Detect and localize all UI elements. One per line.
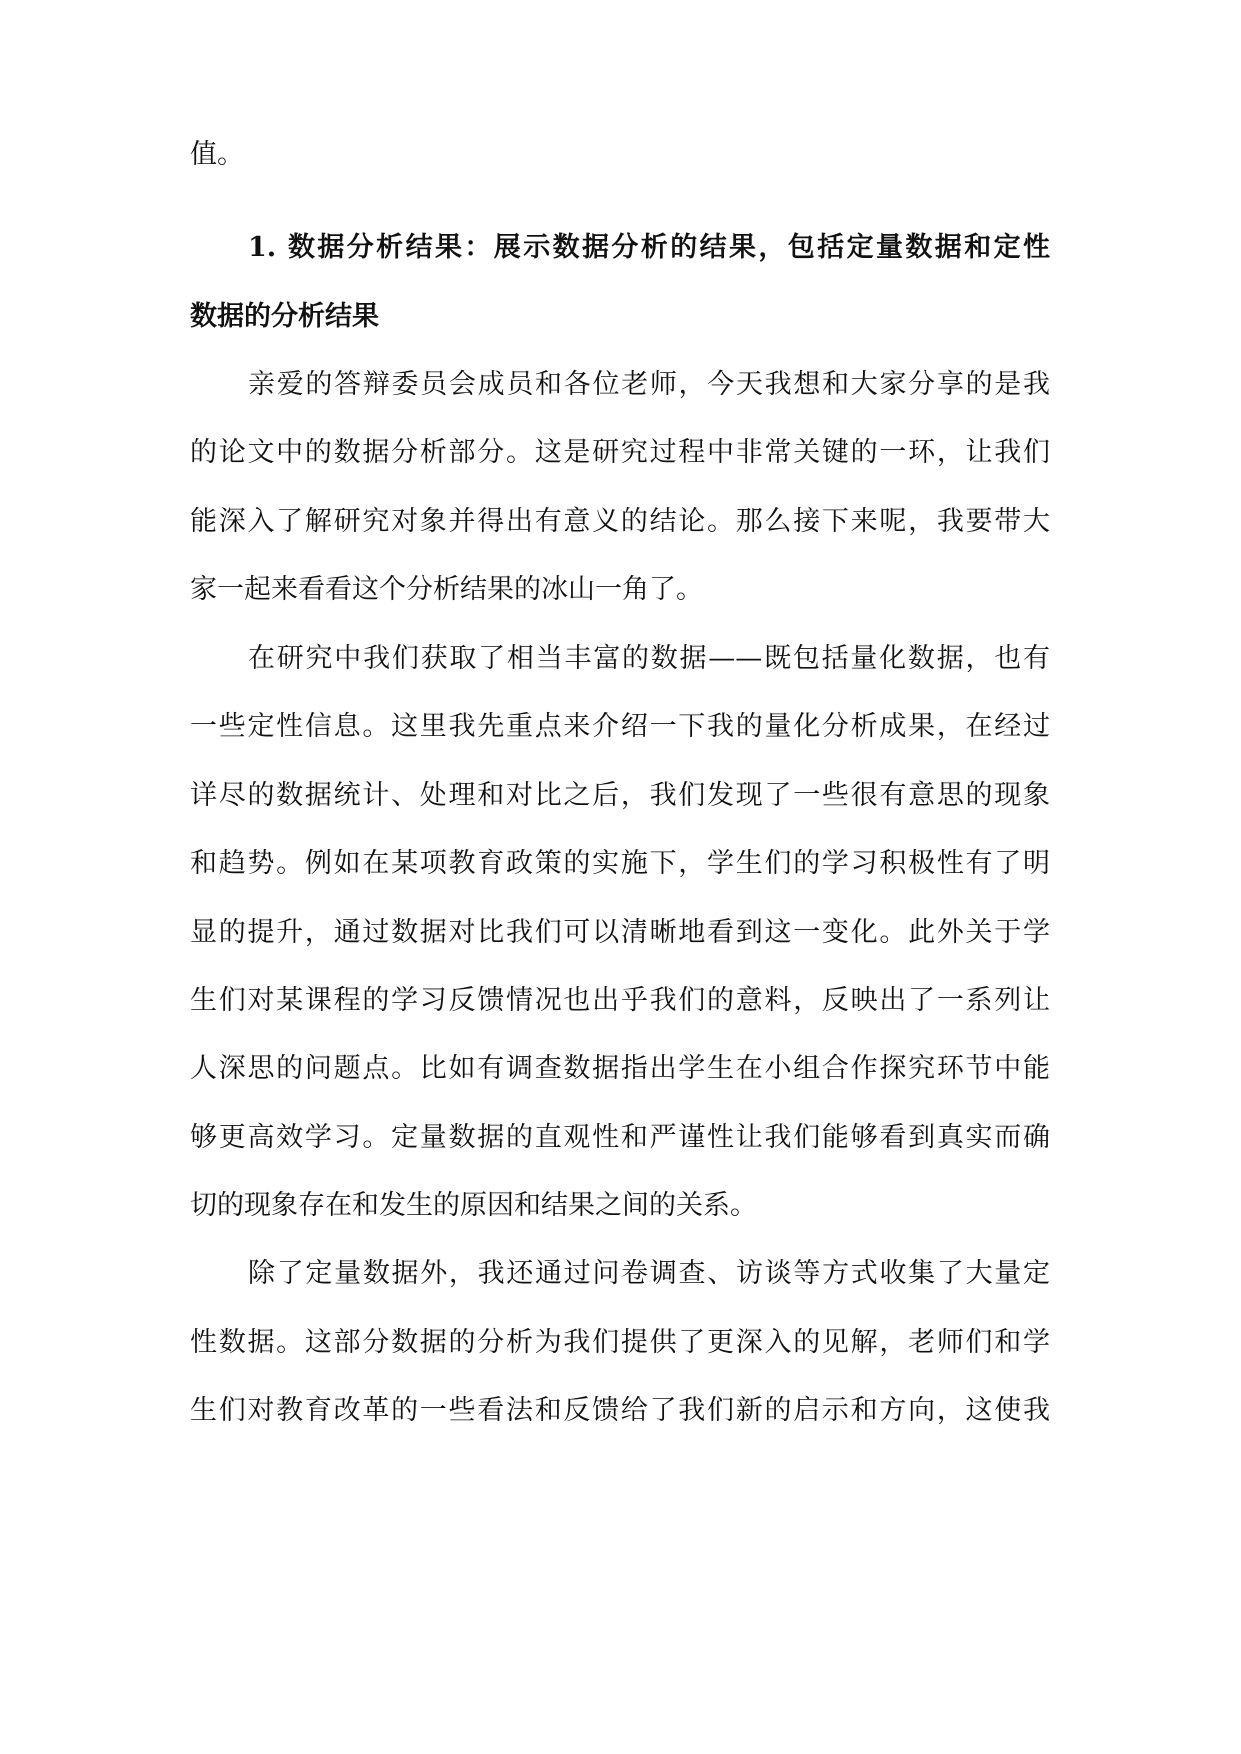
paragraph-1-line-1: 亲爱的答辩委员会成员和各位老师，今天我想和大家分享的是我 xyxy=(248,369,1050,400)
paragraph-2-line-6: 生们对某课程的学习反馈情况也出乎我们的意料，反映出了一系列让 xyxy=(190,985,1050,1016)
paragraph-3-line-3: 生们对教育改革的一些看法和反馈给了我们新的启示和方向，这使我 xyxy=(190,1395,1050,1426)
section-heading-line-1: 1. 数据分析结果：展示数据分析的结果，包括定量数据和定性 xyxy=(248,232,1050,263)
paragraph-2-line-8: 够更高效学习。定量数据的直观性和严谨性让我们能够看到真实而确 xyxy=(190,1122,1050,1153)
paragraph-1-line-4: 家一起来看看这个分析结果的冰山一角了。 xyxy=(190,574,703,605)
paragraph-2-line-3: 详尽的数据统计、处理和对比之后，我们发现了一些很有意思的现象 xyxy=(190,780,1050,811)
paragraph-2-line-2: 一些定性信息。这里我先重点来介绍一下我的量化分析成果，在经过 xyxy=(190,711,1050,742)
paragraph-1-line-2: 的论文中的数据分析部分。这是研究过程中非常关键的一环，让我们 xyxy=(190,437,1050,468)
fragment-line: 值。 xyxy=(190,139,244,170)
paragraph-3-line-1: 除了定量数据外，我还通过问卷调查、访谈等方式收集了大量定 xyxy=(248,1258,1050,1289)
paragraph-2-line-4: 和趋势。例如在某项教育政策的实施下，学生们的学习积极性有了明 xyxy=(190,848,1050,879)
paragraph-3-line-2: 性数据。这部分数据的分析为我们提供了更深入的见解，老师们和学 xyxy=(190,1327,1050,1358)
paragraph-1-line-3: 能深入了解研究对象并得出有意义的结论。那么接下来呢，我要带大 xyxy=(190,506,1050,537)
section-heading-line-2: 数据的分析结果 xyxy=(190,301,379,332)
paragraph-2-line-5: 显的提升，通过数据对比我们可以清晰地看到这一变化。此外关于学 xyxy=(190,917,1050,948)
paragraph-2-line-9: 切的现象存在和发生的原因和结果之间的关系。 xyxy=(190,1190,757,1221)
paragraph-2-line-1: 在研究中我们获取了相当丰富的数据——既包括量化数据，也有 xyxy=(248,643,1050,674)
paragraph-2-line-7: 人深思的问题点。比如有调查数据指出学生在小组合作探究环节中能 xyxy=(190,1053,1050,1084)
